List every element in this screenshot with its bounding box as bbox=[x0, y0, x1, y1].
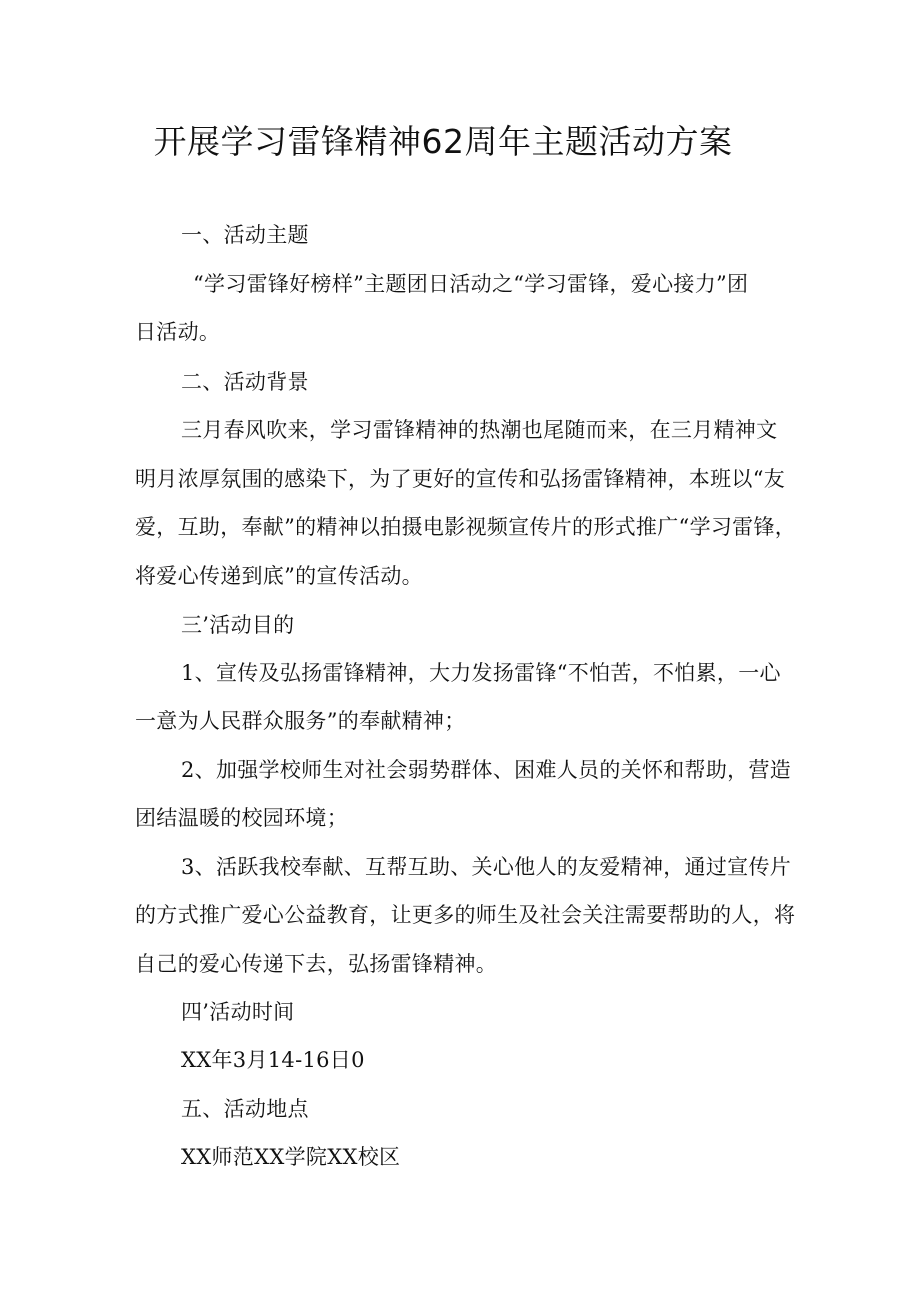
section-heading-purpose: 三’活动目的 bbox=[181, 613, 295, 637]
paragraph-line: 一意为人民群众服务”的奉献精神； bbox=[135, 709, 466, 733]
paragraph-line: XX年3月14-16日0 bbox=[181, 1048, 365, 1072]
paragraph-line: 三月春风吹来，学习雷锋精神的热潮也尾随而来，在三月精神文 bbox=[181, 418, 778, 442]
section-heading-time: 四’活动时间 bbox=[181, 1000, 295, 1024]
paragraph-line: XX师范XX学院XX校区 bbox=[181, 1145, 401, 1169]
document-title: 开展学习雷锋精神62周年主题活动方案 bbox=[153, 122, 733, 161]
paragraph-line: 自己的爱心传递下去，弘扬雷锋精神。 bbox=[135, 952, 498, 976]
paragraph-line: 将爱心传递到底”的宣传活动。 bbox=[135, 564, 423, 588]
paragraph-line: 团结温暖的校园环境； bbox=[135, 806, 348, 830]
paragraph-line: 1、宣传及弘扬雷锋精神，大力发扬雷锋“不怕苦，不怕累，一心 bbox=[181, 661, 781, 685]
section-heading-location: 五、活动地点 bbox=[181, 1097, 309, 1121]
paragraph-line: “学习雷锋好榜样”主题团日活动之“学习雷锋，爱心接力”团 bbox=[193, 272, 749, 296]
paragraph-line: 的方式推广爱心公益教育，让更多的师生及社会关注需要帮助的人，将 bbox=[135, 903, 796, 927]
paragraph-line: 爱，互助，奉献”的精神以拍摄电影视频宣传片的形式推广“学习雷锋， bbox=[135, 515, 797, 539]
section-heading-background: 二、活动背景 bbox=[181, 370, 309, 394]
paragraph-line: 日活动。 bbox=[135, 320, 221, 344]
paragraph-line: 明月浓厚氛围的感染下，为了更好的宣传和弘扬雷锋精神，本班以“友 bbox=[135, 467, 786, 491]
section-heading-theme: 一、活动主题 bbox=[181, 223, 309, 247]
paragraph-line: 2、加强学校师生对社会弱势群体、困难人员的关怀和帮助，营造 bbox=[181, 758, 792, 782]
paragraph-line: 3、活跃我校奉献、互帮互助、关心他人的友爱精神，通过宣传片 bbox=[181, 855, 792, 879]
